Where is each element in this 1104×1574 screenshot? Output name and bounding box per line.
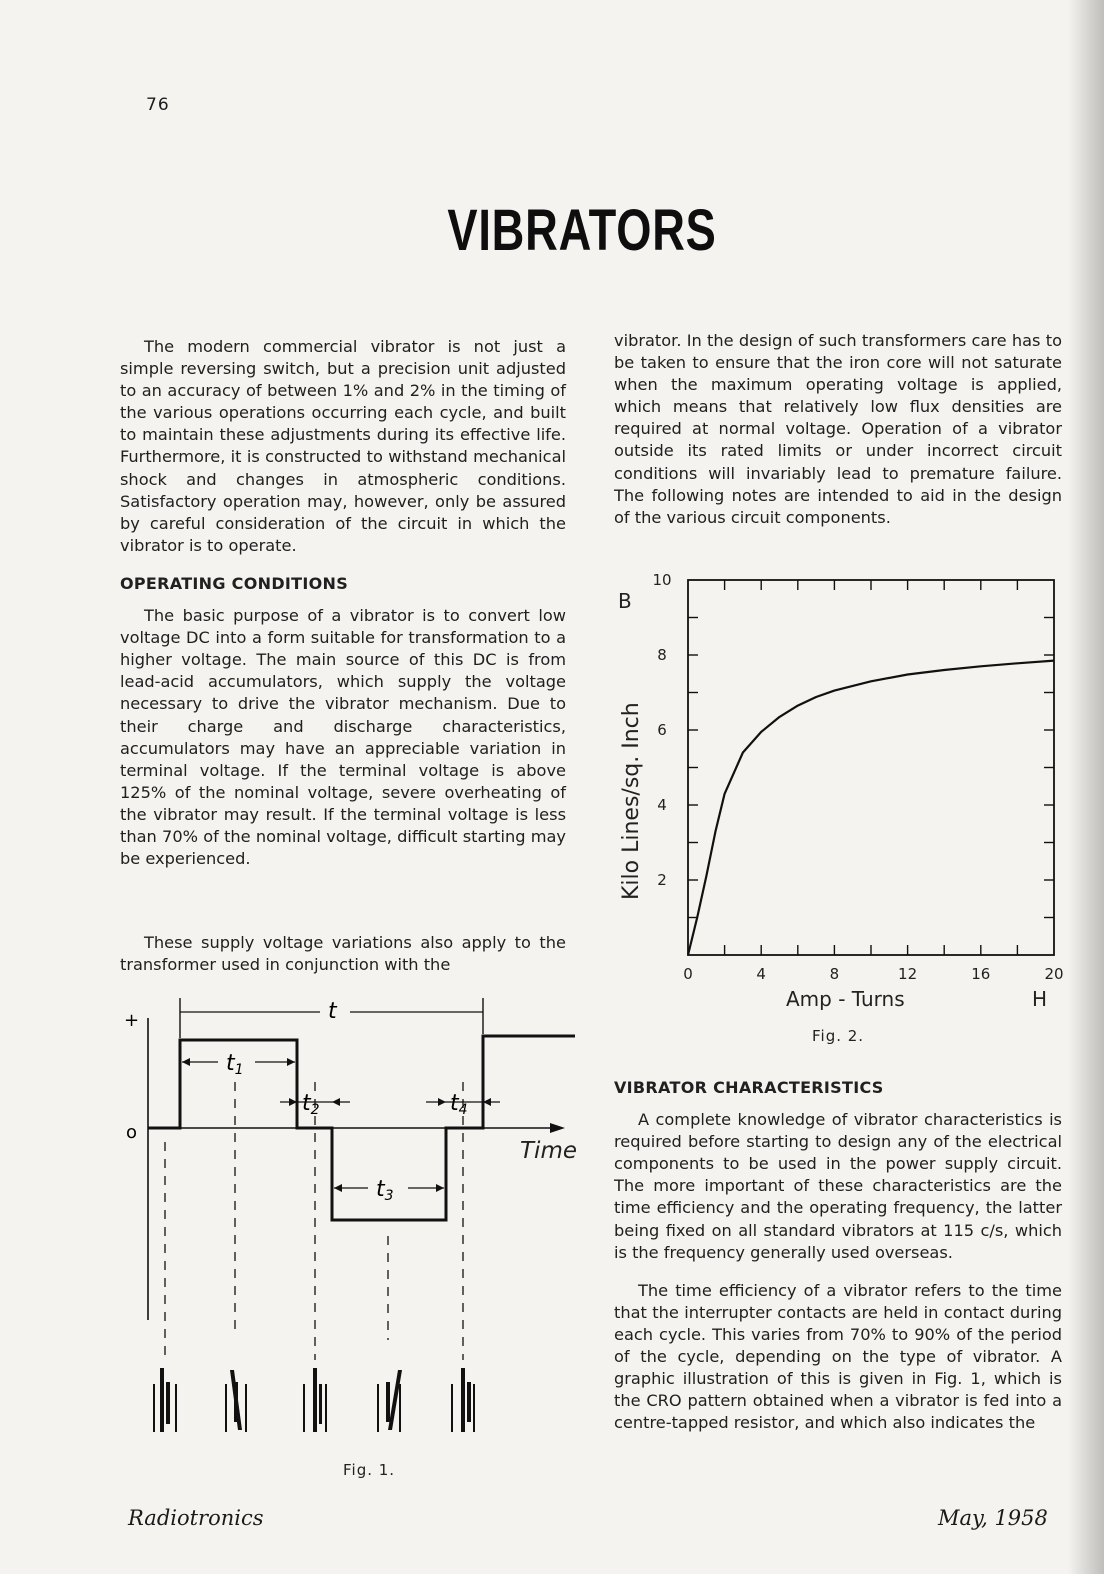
fig2-x-axis-label: Amp - Turns bbox=[786, 987, 905, 1010]
figure-1-caption: Fig. 1. bbox=[343, 1461, 396, 1479]
fig2-x-tick-label: 4 bbox=[756, 965, 766, 983]
operating-conditions-paragraph-2: These supply voltage variations also apply to the transformer used in conjunction with the bbox=[120, 933, 566, 975]
footer-date: May, 1958 bbox=[938, 1506, 1048, 1530]
fig1-zero-label: o bbox=[126, 1122, 138, 1143]
fig2-y-tick-label: 6 bbox=[657, 721, 667, 739]
fig1-period-label: t bbox=[328, 999, 337, 1024]
page-number: 76 bbox=[146, 95, 170, 115]
fig1-t1-arrow-right bbox=[287, 1058, 295, 1066]
fig2-y-tick-label: 4 bbox=[657, 796, 667, 814]
fig2-x-tick-label: 8 bbox=[829, 965, 840, 983]
footer-publication: Radiotronics bbox=[128, 1506, 264, 1530]
fig1-plus-label: + bbox=[124, 1010, 140, 1031]
figure-2-bh-chart bbox=[600, 570, 1070, 1010]
intro-paragraph: The modern commercial vibrator is not just a simple reversing switch, but a precision unit adjusted to an accuracy of between 1% and 2% in the timing of the various operations occurring each cycle, and built to maintain these adjustments during its effective life. Furthermore, it is constructed to withstand mechanical shock and changes in atmospheric conditions. Satisfactory operation may, however, only be assured by careful consideration of the circuit in which the vibrator is to operate. bbox=[120, 337, 566, 555]
fig2-bh-curve bbox=[688, 661, 1054, 955]
fig1-time-label: Time bbox=[520, 1138, 577, 1164]
fig2-x-tick-label: 16 bbox=[971, 965, 991, 983]
fig2-y-tick-label: 2 bbox=[657, 871, 667, 889]
operating-conditions-paragraph-2-continued: vibrator. In the design of such transformers care has to be taken to ensure that the iron core will not saturate when the maximum operating voltage is applied, which means that relatively low flux densities are required at normal voltage. Operation of a vibrator outside its rated limits or under incorrect circuit conditions will invariably lead to premature failure. The following notes are intended to aid in the design of the various circuit components. bbox=[614, 331, 1062, 527]
right-column-top bbox=[614, 330, 1062, 545]
fig2-x-tick-label: 20 bbox=[1044, 965, 1064, 983]
fig1-contact-sketch-3 bbox=[304, 1368, 326, 1432]
left-column bbox=[120, 336, 566, 886]
fig1-contact-sketch-1 bbox=[154, 1368, 176, 1432]
fig1-contact-sketch-4 bbox=[378, 1370, 402, 1432]
vibrator-characteristics-paragraph-1: A complete knowledge of vibrator characteristics is required before starting to design any of the electrical components to be used in the power supply circuit. The more important of these characteristics are the time efficiency and the operating frequency, the latter being fixed on all standard vibrators at 115 c/s, which is the frequency generally used overseas. bbox=[614, 1110, 1062, 1262]
operating-conditions-paragraph-1: The basic purpose of a vibrator is to convert low voltage DC into a form suitable for transformation to a higher voltage. The main source of this DC is from lead-acid accumulators, which supply the voltage necessary to drive the vibrator mechanism. Due to their charge and discharge characteristics, accumulators may have an appreciable variation in terminal voltage. If the terminal voltage is above 125% of the nominal voltage, severe overheating of the vibrator may result. If the terminal voltage is less than 70% of the nominal voltage, difficult starting may be experienced. bbox=[120, 606, 566, 869]
fig1-t1-arrow-left bbox=[182, 1058, 190, 1066]
fig1-t4-label: t4 bbox=[450, 1091, 468, 1118]
fig1-t3-arrow-right bbox=[436, 1184, 444, 1192]
fig2-x-tick-label: 0 bbox=[683, 965, 693, 983]
fig2-plot-frame bbox=[688, 580, 1054, 955]
operating-conditions-heading: OPERATING CONDITIONS bbox=[120, 573, 349, 593]
vibrator-characteristics-heading: VIBRATOR CHARACTERISTICS bbox=[614, 1078, 884, 1097]
fig1-t2-arrow-right bbox=[332, 1098, 340, 1106]
fig1-contact-sketch-2 bbox=[226, 1370, 246, 1432]
right-column-bottom bbox=[614, 1077, 1062, 1450]
fig2-x-symbol: H bbox=[1032, 987, 1048, 1010]
fig1-time-arrow bbox=[550, 1123, 565, 1133]
left-column-tail bbox=[120, 932, 566, 992]
fig1-t3-label: t3 bbox=[376, 1177, 394, 1204]
fig2-y-tick-label: 8 bbox=[657, 646, 667, 664]
fig1-contact-sketch-5 bbox=[452, 1368, 474, 1432]
fig1-t1-label: t1 bbox=[226, 1051, 244, 1078]
fig1-t2-label: t2 bbox=[302, 1091, 320, 1118]
fig2-y-symbol: B bbox=[618, 589, 632, 613]
figure-2-caption: Fig. 2. bbox=[812, 1027, 865, 1045]
figure-1-waveform bbox=[110, 990, 590, 1450]
vibrator-characteristics-paragraph-2: The time efficiency of a vibrator refers to the time that the interrupter contacts are held in contact during each cycle. This varies from 70% to 90% of the period of the cycle, depending on the type of vibrator. A graphic illustration of this is given in Fig. 1, which is the CRO pattern obtained when a vibrator is fed into a centre-tapped resistor, and which also indicates the bbox=[614, 1280, 1062, 1433]
fig2-y-tick-label: 10 bbox=[652, 571, 672, 589]
page-edge-shadow bbox=[1068, 0, 1104, 1574]
fig1-t4-arrow-left bbox=[438, 1098, 446, 1106]
page-title: VIBRATORS bbox=[447, 198, 717, 263]
fig1-t3-arrow-left bbox=[334, 1184, 342, 1192]
fig2-x-tick-label: 12 bbox=[898, 965, 918, 983]
fig2-y-axis-label: Kilo Lines/sq. Inch bbox=[619, 702, 644, 900]
